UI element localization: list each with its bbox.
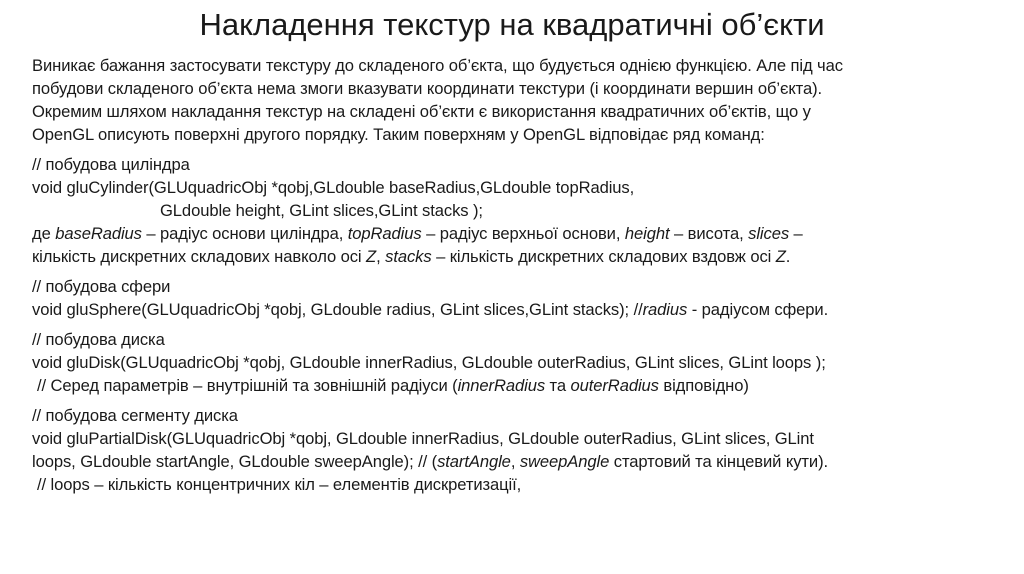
slide-body [32,54,1000,503]
cylinder-description-cont: кількість дискретних складових навколо осі Z, stacks – кількість дискретних складових вздовж осі Z. [32,247,791,266]
partial-disk-signature-cont: loops, GLdouble startAngle, GLdouble sweepAngle); // (startAngle, sweepAngle стартовий та кінцевий кути). [32,452,829,471]
intro-paragraph [32,54,1000,146]
cylinder-section [32,153,1000,268]
cylinder-comment: // побудова циліндра [32,155,190,174]
partial-disk-section [32,404,1000,496]
disk-comment: // побудова диска [32,330,165,349]
intro-line: OpenGL описують поверхні другого порядку. Таким поверхням у OpenGL відповідає ряд команд: [32,125,765,144]
sphere-comment: // побудова сфери [32,277,171,296]
slide-title: Накладення текстур на квадратичні об’єкти [199,7,825,42]
disk-signature: void gluDisk(GLUquadricObj *qobj, GLdouble innerRadius, GLdouble outerRadius, GLint slices, GLint loops ); [32,353,826,372]
disk-section [32,328,1000,397]
cylinder-description: де baseRadius – радіус основи циліндра, topRadius – радіус верхньої основи, height – висота, slices – [32,224,803,243]
intro-line: Виникає бажання застосувати текстуру до складеного об’єкта, що будується однією функцією. Але під час [32,56,843,75]
sphere-section [32,275,1000,321]
cylinder-signature-cont: GLdouble height, GLint slices,GLint stacks ); [160,201,483,220]
cylinder-signature: void gluCylinder(GLUquadricObj *qobj,GLdouble baseRadius,GLdouble topRadius, [32,178,635,197]
intro-line: Окремим шляхом накладання текстур на складені об’єкти є використання квадратичних об’єктів, що у [32,102,811,121]
partial-disk-comment: // побудова сегменту диска [32,406,238,425]
intro-line: побудови складеного об’єкта нема змоги вказувати координати текстури (і координати вершин об’єкта). [32,79,823,98]
partial-disk-note: // loops – кількість концентричних кіл – елементів дискретизації, [37,475,522,494]
disk-note: // Серед параметрів – внутрішній та зовнішній радіуси (innerRadius та outerRadius відповідно) [37,376,749,395]
partial-disk-signature: void gluPartialDisk(GLUquadricObj *qobj, GLdouble innerRadius, GLdouble outerRadius, GLint slices, GLint [32,429,814,448]
sphere-signature: void gluSphere(GLUquadricObj *qobj, GLdouble radius, GLint slices,GLint stacks); //radius - радіусом сфери. [32,300,829,319]
